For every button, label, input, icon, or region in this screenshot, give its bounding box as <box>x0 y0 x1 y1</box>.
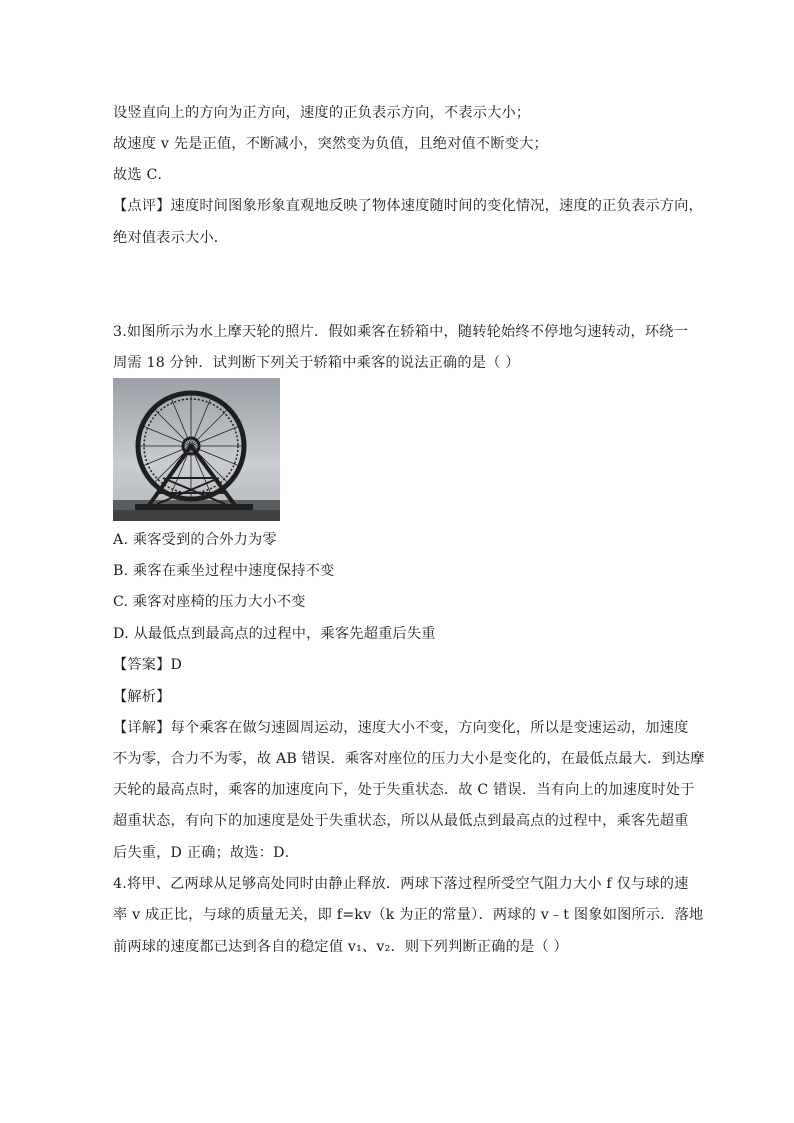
q3-detail-line-3: 天轮的最高点时，乘客的加速度向下，处于失重状态．故 C 错误．当有向上的加速度时处于 <box>113 782 695 798</box>
comment-line-1: 【点评】速度时间图象形象直观地反映了物体速度随时间的变化情况，速度的正负表示方向， <box>113 198 703 214</box>
q4-stem-line-1: 4.将甲、乙两球从足够高处同时由静止释放．两球下落过程所受空气阻力大小 f 仅与球的速 <box>113 876 689 892</box>
q3-detail-line-2: 不为零，合力不为零，故 AB 错误．乘客对座位的压力大小是变化的，在最低点最大．到达摩 <box>113 751 705 767</box>
q3-detail-line-1: 【详解】每个乘客在做匀速圆周运动，速度大小不变，方向变化，所以是变速运动，加速度 <box>113 720 689 736</box>
q3-detail-line-5: 后失重，D 正确；故选：D． <box>113 845 300 861</box>
ferris-wheel-photo <box>113 378 280 521</box>
q3-detail-line-4: 超重状态，有向下的加速度是处于失重状态，所以从最低点到最高点的过程中，乘客先超重 <box>113 813 689 829</box>
prev-solution-line-1: 设竖直向上的方向为正方向，速度的正负表示方向，不表示大小； <box>113 105 531 121</box>
q3-stem-line-1: 3.如图所示为水上摩天轮的照片．假如乘客在轿箱中，随转轮始终不停地匀速转动，环绕一 <box>113 324 689 340</box>
prev-solution-line-3: 故选 C． <box>113 167 172 183</box>
q3-analysis-label: 【解析】 <box>113 689 171 705</box>
q3-option-b: B. 乘客在乘坐过程中速度保持不变 <box>113 563 335 579</box>
q3-option-d: D. 从最低点到最高点的过程中，乘客先超重后失重 <box>113 626 436 642</box>
q3-stem-line-2: 周需 18 分钟．试判断下列关于轿箱中乘客的说法正确的是（ ） <box>113 355 520 371</box>
q3-answer: 【答案】D <box>113 657 183 673</box>
q4-stem-line-3: 前两球的速度都已达到各自的稳定值 v₁、v₂．则下列判断正确的是（ ） <box>113 939 568 955</box>
q3-option-c: C. 乘客对座椅的压力大小不变 <box>113 594 306 610</box>
q3-option-a: A. 乘客受到的合外力为零 <box>113 532 277 548</box>
q4-stem-line-2: 率 v 成正比，与球的质量无关，即 f=kv（k 为正的常量）．两球的 v﹣t 图象如图所示．落地 <box>113 907 704 923</box>
comment-line-2: 绝对值表示大小． <box>113 230 229 246</box>
prev-solution-line-2: 故速度 v 先是正值，不断减小，突然变为负值，且绝对值不断变大； <box>113 136 548 152</box>
